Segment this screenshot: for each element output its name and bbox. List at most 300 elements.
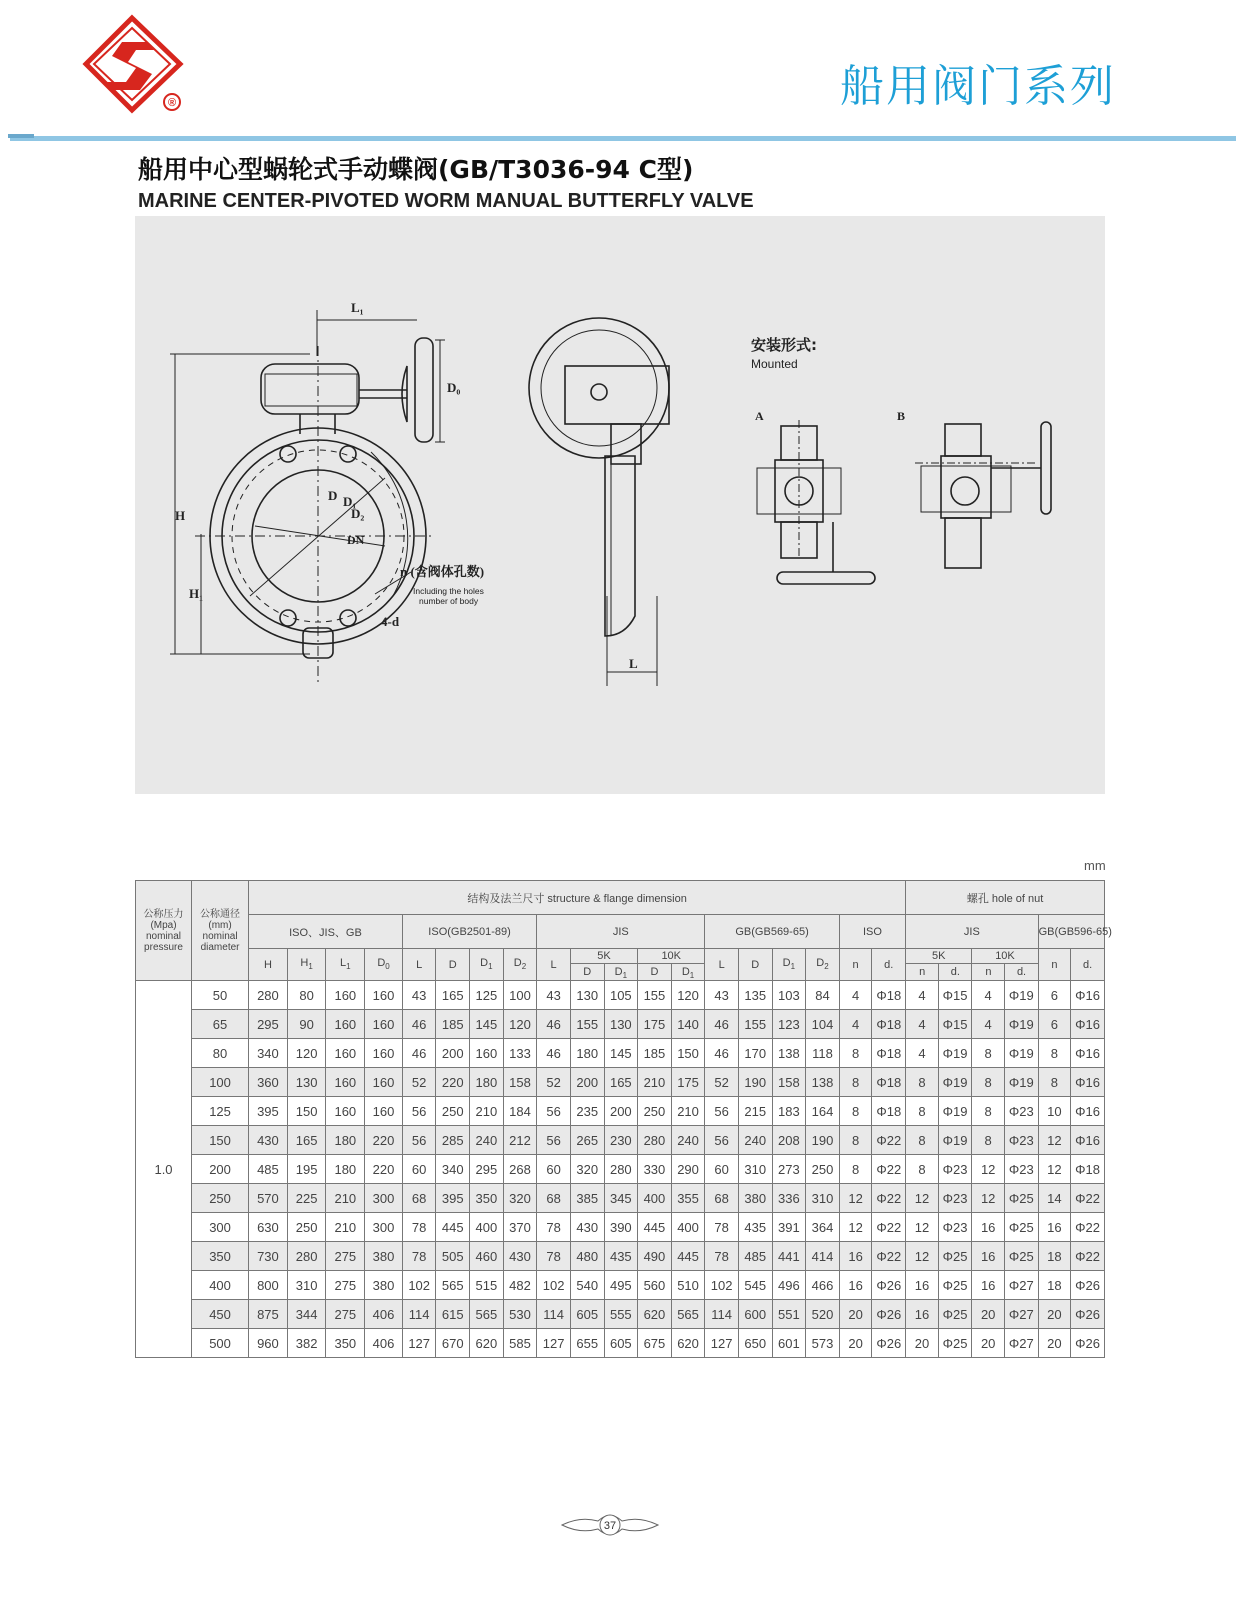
table-cell: 160: [326, 1097, 365, 1126]
header-hole: 螺孔 hole of nut: [906, 881, 1105, 915]
table-cell: 310: [287, 1271, 326, 1300]
front-view: [170, 310, 445, 686]
table-cell: 280: [249, 981, 288, 1010]
table-cell: 160: [326, 1039, 365, 1068]
col-D1-10k: [672, 964, 705, 980]
table-cell: 65: [192, 1010, 249, 1039]
table-cell: 16: [972, 1213, 1005, 1242]
col-D1-5k: [605, 964, 638, 980]
table-cell: 200: [192, 1155, 249, 1184]
table-cell: 400: [470, 1213, 504, 1242]
table-cell: 240: [470, 1126, 504, 1155]
table-cell: 78: [402, 1213, 436, 1242]
table-cell: 138: [772, 1039, 806, 1068]
table-cell: 150: [192, 1126, 249, 1155]
table-cell: 43: [705, 981, 739, 1010]
table-cell: Φ26: [872, 1329, 906, 1358]
table-cell: 250: [287, 1213, 326, 1242]
table-cell: 340: [436, 1155, 470, 1184]
table-cell: 18: [1038, 1271, 1071, 1300]
table-cell: 540: [570, 1271, 604, 1300]
table-cell: Φ26: [1071, 1300, 1105, 1329]
table-cell: 12: [972, 1155, 1005, 1184]
table-cell: Φ27: [1004, 1329, 1038, 1358]
table-cell: 60: [705, 1155, 739, 1184]
table-cell: Φ18: [872, 1097, 906, 1126]
table-cell: 300: [365, 1184, 403, 1213]
table-cell: 138: [806, 1068, 840, 1097]
table-cell: 46: [537, 1039, 571, 1068]
table-cell: 430: [249, 1126, 288, 1155]
table-cell: 210: [671, 1097, 705, 1126]
table-cell: 140: [671, 1010, 705, 1039]
table-cell: Φ23: [1004, 1097, 1038, 1126]
table-cell: 275: [326, 1271, 365, 1300]
table-cell: 573: [806, 1329, 840, 1358]
table-cell: 414: [806, 1242, 840, 1271]
table-cell: Φ27: [1004, 1271, 1038, 1300]
table-cell: 406: [365, 1300, 403, 1329]
col-n-10k: n: [972, 964, 1005, 980]
table-cell: 235: [570, 1097, 604, 1126]
header-diameter-en-2: diameter: [200, 941, 240, 953]
table-cell: Φ16: [1071, 1126, 1105, 1155]
table-cell: 310: [806, 1184, 840, 1213]
table-cell: 551: [772, 1300, 806, 1329]
col-D1-gb-sub: 1: [790, 962, 796, 972]
header-pressure-cn: 公称压力: [143, 908, 184, 920]
table-cell: Φ25: [938, 1300, 972, 1329]
table-cell: 630: [249, 1213, 288, 1242]
page-number: 37: [603, 1520, 617, 1532]
col-D2-gb-sub: 2: [824, 962, 829, 972]
table-cell: 6: [1038, 981, 1071, 1010]
table-cell: 84: [806, 981, 840, 1010]
table-cell: Φ23: [938, 1213, 972, 1242]
table-cell: 225: [287, 1184, 326, 1213]
table-cell: 4: [972, 981, 1005, 1010]
table-cell: 295: [249, 1010, 288, 1039]
table-cell: 114: [705, 1300, 739, 1329]
table-cell: Φ19: [1004, 1039, 1038, 1068]
table-cell: Φ18: [872, 981, 906, 1010]
table-cell: 145: [604, 1039, 638, 1068]
table-cell: 545: [738, 1271, 772, 1300]
table-row: [136, 1242, 1105, 1271]
table-cell: 16: [906, 1271, 939, 1300]
table-cell: 360: [249, 1068, 288, 1097]
col-L-jis: L: [537, 949, 571, 981]
table-cell: Φ18: [872, 1010, 906, 1039]
registered-mark: ®: [167, 97, 177, 109]
table-cell: 158: [503, 1068, 537, 1097]
table-cell: 20: [839, 1329, 872, 1358]
table-cell: 114: [402, 1300, 436, 1329]
table-cell: 164: [806, 1097, 840, 1126]
table-cell: 620: [470, 1329, 504, 1358]
table-cell: 175: [638, 1010, 672, 1039]
table-cell: 125: [192, 1097, 249, 1126]
col-L-iso: L: [402, 949, 436, 981]
table-cell: 190: [806, 1126, 840, 1155]
table-cell: Φ16: [1071, 1039, 1105, 1068]
table-cell: 250: [192, 1184, 249, 1213]
table-row: [136, 1068, 1105, 1097]
label-H: H: [175, 508, 186, 523]
col-D1-5k-sub: 1: [622, 971, 628, 981]
table-cell: 78: [537, 1242, 571, 1271]
table-cell: 52: [537, 1068, 571, 1097]
label-n-en-2: number of body: [419, 596, 479, 606]
label-L: L: [629, 656, 638, 671]
table-cell: Φ22: [872, 1213, 906, 1242]
table-cell: 555: [604, 1300, 638, 1329]
table-cell: Φ26: [1071, 1271, 1105, 1300]
table-cell: 275: [326, 1300, 365, 1329]
table-cell: Φ18: [872, 1068, 906, 1097]
table-cell: 565: [470, 1300, 504, 1329]
table-cell: 165: [436, 981, 470, 1010]
table-cell: 210: [470, 1097, 504, 1126]
table-cell: Φ19: [938, 1126, 972, 1155]
table-cell: 56: [402, 1097, 436, 1126]
group-iso-holes: ISO: [839, 915, 905, 949]
table-cell: 445: [671, 1242, 705, 1271]
table-cell: 485: [738, 1242, 772, 1271]
table-cell: Φ19: [938, 1039, 972, 1068]
table-cell: 4: [906, 981, 939, 1010]
table-cell: 165: [287, 1126, 326, 1155]
table-cell: 220: [436, 1068, 470, 1097]
table-cell: 390: [604, 1213, 638, 1242]
table-cell: 364: [806, 1213, 840, 1242]
label-4d: 4-d: [381, 614, 400, 629]
table-cell: Φ26: [872, 1271, 906, 1300]
table-cell: 20: [972, 1300, 1005, 1329]
table-cell: 100: [503, 981, 537, 1010]
table-cell: 330: [638, 1155, 672, 1184]
table-cell: Φ22: [1071, 1213, 1105, 1242]
table-cell: 56: [705, 1097, 739, 1126]
label-n-en-1: Including the holes: [413, 586, 484, 596]
table-cell: 46: [402, 1010, 436, 1039]
table-row: [136, 1300, 1105, 1329]
label-D0: D₀: [447, 380, 461, 395]
col-D0-text: D: [377, 957, 386, 970]
table-cell: 118: [806, 1039, 840, 1068]
mount-b-label: B: [897, 409, 906, 423]
table-cell: 8: [839, 1126, 872, 1155]
table-cell: Φ16: [1071, 1010, 1105, 1039]
header-pressure: [136, 881, 192, 981]
table-cell: 515: [470, 1271, 504, 1300]
table-cell: 300: [365, 1213, 403, 1242]
table-cell: Φ23: [938, 1155, 972, 1184]
table-cell: 20: [1038, 1329, 1071, 1358]
table-cell: 406: [365, 1329, 403, 1358]
table-cell: 430: [570, 1213, 604, 1242]
col-D0-sub: 0: [385, 962, 390, 972]
table-cell: 160: [365, 1039, 403, 1068]
table-cell: 180: [570, 1039, 604, 1068]
table-cell: 8: [839, 1155, 872, 1184]
table-cell: 280: [604, 1155, 638, 1184]
table-cell: 600: [738, 1300, 772, 1329]
table-cell: 395: [436, 1184, 470, 1213]
table-cell: Φ25: [1004, 1213, 1038, 1242]
table-cell: 160: [365, 1010, 403, 1039]
table-cell: 570: [249, 1184, 288, 1213]
table-cell: 190: [738, 1068, 772, 1097]
mount-a-label: A: [755, 409, 764, 423]
table-cell: 120: [503, 1010, 537, 1039]
table-cell: 655: [570, 1329, 604, 1358]
table-cell: 380: [365, 1271, 403, 1300]
table-cell: 4: [906, 1010, 939, 1039]
table-cell: 160: [365, 1068, 403, 1097]
table-cell: 460: [470, 1242, 504, 1271]
table-cell: 180: [326, 1155, 365, 1184]
table-cell: 290: [671, 1155, 705, 1184]
table-cell: Φ16: [1071, 1097, 1105, 1126]
table-cell: 68: [705, 1184, 739, 1213]
col-D1-10k-sub: 1: [689, 971, 695, 981]
table-cell: 12: [906, 1184, 939, 1213]
header-diameter-en-1: nominal: [202, 930, 238, 942]
col-d-iso: d.: [872, 949, 906, 981]
table-cell: 43: [402, 981, 436, 1010]
group-gb569: GB(GB569-65): [705, 915, 839, 949]
table-cell: 8: [972, 1039, 1005, 1068]
col-D1-gb-text: D: [782, 957, 791, 970]
table-cell: 60: [537, 1155, 571, 1184]
table-cell: 520: [806, 1300, 840, 1329]
label-n: n (含阀体孔数): [400, 564, 485, 579]
table-row: [136, 1271, 1105, 1300]
table-cell: 350: [470, 1184, 504, 1213]
table-cell: 565: [671, 1300, 705, 1329]
col-d-5k: d.: [950, 966, 960, 978]
table-cell: 336: [772, 1184, 806, 1213]
table-cell: 400: [192, 1271, 249, 1300]
table-cell: 78: [537, 1213, 571, 1242]
table-cell: 12: [906, 1213, 939, 1242]
table-cell: 585: [503, 1329, 537, 1358]
table-cell: 605: [570, 1300, 604, 1329]
header-pressure-en-1: nominal: [145, 930, 182, 942]
table-cell: Φ19: [1004, 1010, 1038, 1039]
table-cell: 400: [638, 1184, 672, 1213]
table-cell: 20: [906, 1329, 939, 1358]
header-diameter: [192, 881, 249, 981]
table-cell: 215: [738, 1097, 772, 1126]
table-cell: 80: [192, 1039, 249, 1068]
table-unit: mm: [1084, 858, 1106, 873]
table-cell: 185: [638, 1039, 672, 1068]
table-cell: 430: [503, 1242, 537, 1271]
table-cell: 4: [839, 981, 872, 1010]
table-cell: 4: [972, 1010, 1005, 1039]
table-cell: 12: [972, 1184, 1005, 1213]
table-cell: Φ22: [872, 1126, 906, 1155]
table-cell: 102: [705, 1271, 739, 1300]
table-cell: 273: [772, 1155, 806, 1184]
table-cell: 158: [772, 1068, 806, 1097]
col-D2-iso: [503, 949, 537, 981]
col-n-gb: n: [1038, 949, 1071, 981]
col-L1-text: L: [340, 957, 347, 970]
table-cell: 68: [402, 1184, 436, 1213]
table-cell: 370: [503, 1213, 537, 1242]
table-cell: 8: [906, 1097, 939, 1126]
table-cell: 212: [503, 1126, 537, 1155]
table-cell: 275: [326, 1242, 365, 1271]
group-jis: JIS: [537, 915, 705, 949]
table-cell: 125: [470, 981, 504, 1010]
table-cell: 310: [738, 1155, 772, 1184]
table-cell: 12: [1038, 1126, 1071, 1155]
table-cell: 78: [705, 1242, 739, 1271]
table-cell: 435: [604, 1242, 638, 1271]
table-cell: 155: [638, 981, 672, 1010]
table-cell: 320: [503, 1184, 537, 1213]
table-cell: 382: [287, 1329, 326, 1358]
table-cell: Φ25: [938, 1271, 972, 1300]
label-H1: H₁: [189, 586, 204, 601]
col-hole-5k: [906, 949, 972, 981]
table-cell: 130: [604, 1010, 638, 1039]
table-row: [136, 1126, 1105, 1155]
table-cell: 10: [1038, 1097, 1071, 1126]
table-cell: 130: [570, 981, 604, 1010]
col-jis-5k: [570, 949, 637, 981]
table-cell: 56: [537, 1126, 571, 1155]
table-cell: 230: [604, 1126, 638, 1155]
table-row: [136, 1010, 1105, 1039]
col-D2-iso-text: D: [513, 957, 522, 970]
col-jis-10k: [638, 949, 705, 981]
table-cell: 200: [570, 1068, 604, 1097]
table-cell: 90: [287, 1010, 326, 1039]
table-cell: Φ15: [938, 981, 972, 1010]
table-cell: Φ25: [938, 1242, 972, 1271]
hole-10k-label: 10K: [972, 949, 1037, 964]
table-cell: Φ22: [872, 1242, 906, 1271]
table-cell: 170: [738, 1039, 772, 1068]
table-row: [136, 1155, 1105, 1184]
pressure-cell: 1.0: [136, 981, 192, 1358]
table-cell: 650: [738, 1329, 772, 1358]
col-L1-sub: 1: [346, 962, 351, 972]
table-cell: 114: [537, 1300, 571, 1329]
table-cell: 155: [738, 1010, 772, 1039]
table-cell: 52: [402, 1068, 436, 1097]
mount-b-view: [915, 422, 1051, 568]
table-cell: 875: [249, 1300, 288, 1329]
table-cell: 350: [192, 1242, 249, 1271]
table-cell: 490: [638, 1242, 672, 1271]
col-H1: [287, 949, 326, 981]
table-cell: 180: [326, 1126, 365, 1155]
table-cell: 50: [192, 981, 249, 1010]
jis-5k-label: 5K: [571, 949, 637, 964]
table-cell: 56: [537, 1097, 571, 1126]
table-cell: 183: [772, 1097, 806, 1126]
table-cell: 285: [436, 1126, 470, 1155]
col-D1-5k-text: D: [614, 966, 623, 978]
table-cell: 46: [537, 1010, 571, 1039]
col-H: H: [249, 949, 288, 981]
table-cell: 295: [470, 1155, 504, 1184]
col-D-gb: D: [738, 949, 772, 981]
table-cell: 102: [402, 1271, 436, 1300]
table-body: [136, 981, 1105, 1358]
table-cell: 485: [249, 1155, 288, 1184]
col-D-iso: D: [436, 949, 470, 981]
table-row: [136, 1039, 1105, 1068]
table-cell: 435: [738, 1213, 772, 1242]
table-cell: 510: [671, 1271, 705, 1300]
header-rule: [10, 136, 1236, 141]
table-cell: Φ23: [1004, 1155, 1038, 1184]
col-D2-gb-text: D: [816, 957, 825, 970]
table-cell: 280: [287, 1242, 326, 1271]
table-cell: 730: [249, 1242, 288, 1271]
col-D2-iso-sub: 2: [521, 962, 527, 972]
table-cell: 102: [537, 1271, 571, 1300]
table-cell: 8: [839, 1068, 872, 1097]
table-cell: 340: [249, 1039, 288, 1068]
table-cell: 160: [326, 1068, 365, 1097]
col-H1-sub: 1: [308, 962, 313, 972]
table-cell: Φ22: [872, 1155, 906, 1184]
table-cell: 12: [906, 1242, 939, 1271]
header-rule-accent: [8, 134, 34, 138]
dimension-table: [135, 880, 1112, 1358]
table-cell: 127: [705, 1329, 739, 1358]
table-cell: 960: [249, 1329, 288, 1358]
table-cell: 46: [705, 1039, 739, 1068]
table-cell: 127: [537, 1329, 571, 1358]
table-cell: 160: [326, 981, 365, 1010]
table-cell: Φ25: [1004, 1184, 1038, 1213]
technical-drawing: [135, 216, 1105, 794]
table-cell: 505: [436, 1242, 470, 1271]
table-cell: 16: [906, 1300, 939, 1329]
table-row: [136, 981, 1105, 1010]
table-cell: Φ26: [872, 1300, 906, 1329]
table-cell: 195: [287, 1155, 326, 1184]
col-D1-iso-sub: 1: [488, 962, 493, 972]
col-hole-10k: [972, 949, 1038, 981]
mount-title-cn: 安装形式:: [751, 336, 817, 354]
header-diameter-cn: 公称通径: [200, 908, 241, 920]
table-cell: 160: [365, 981, 403, 1010]
table-cell: 220: [365, 1126, 403, 1155]
table-cell: 160: [365, 1097, 403, 1126]
table-cell: 12: [839, 1184, 872, 1213]
label-D: D: [328, 488, 338, 503]
table-cell: 103: [772, 981, 806, 1010]
group-iso-gb2501: ISO(GB2501-89): [402, 915, 536, 949]
table-cell: 8: [839, 1097, 872, 1126]
table-cell: 615: [436, 1300, 470, 1329]
table-cell: 620: [671, 1329, 705, 1358]
table-cell: 8: [972, 1097, 1005, 1126]
table-cell: 400: [671, 1213, 705, 1242]
table-cell: 127: [402, 1329, 436, 1358]
table-cell: 466: [806, 1271, 840, 1300]
